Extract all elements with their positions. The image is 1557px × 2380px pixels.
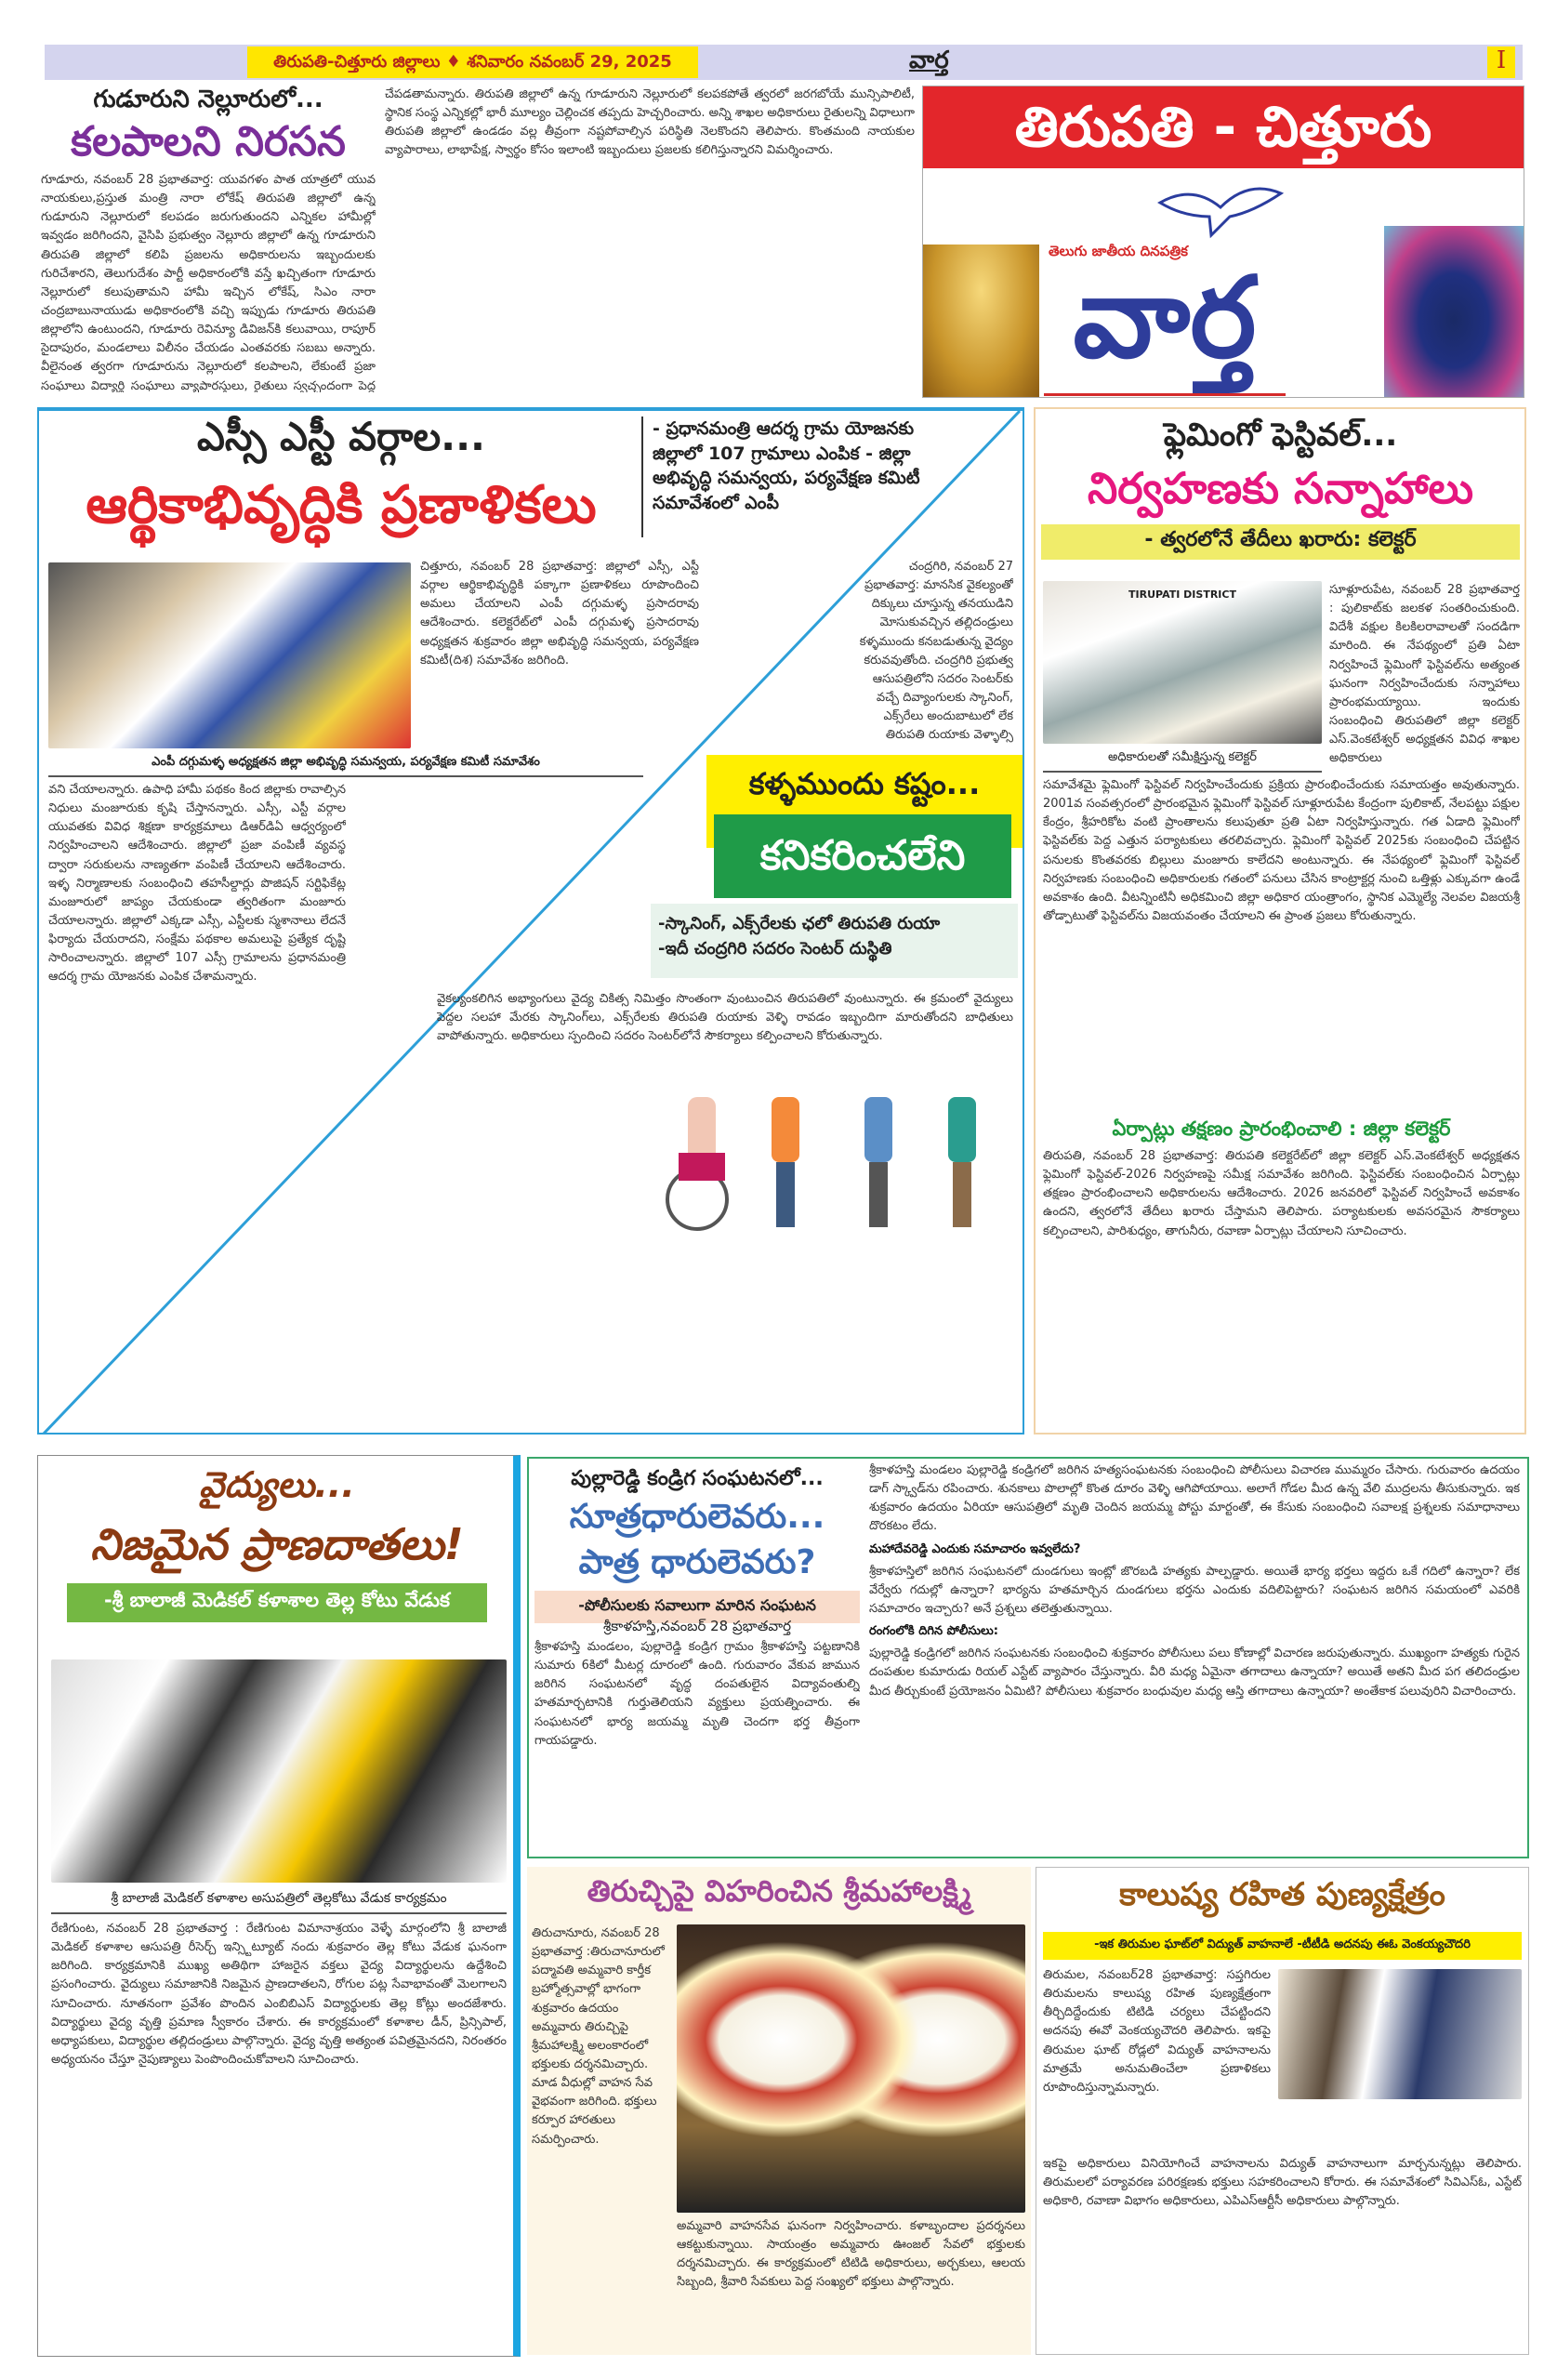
ganesha-deity-image [1384, 226, 1524, 398]
scst-headline: ఆర్థికాభివృద్ధికి ప్రణాళికలు [86, 475, 597, 536]
masthead-tagline: తెలుగు జాతీయ దినపత్రిక [1049, 243, 1188, 259]
pullareddy-body-col1 [534, 1638, 860, 1850]
medical-deck: -శ్రీ బాలాజీ మెడికల్ కళాశాల తెల్ల కోటు వేడుక [67, 1583, 487, 1622]
masthead [922, 86, 1524, 398]
page-number: I [1487, 46, 1515, 78]
masthead-region-title: తిరుపతి - చిత్తూరు [923, 86, 1524, 168]
page-header-band [45, 45, 1523, 80]
chandragiri-headline: కనికరించలేని [714, 814, 1011, 898]
gudur-kicker: గుడూరుని నెల్లూరులో... [93, 86, 323, 113]
pollution-headline: కాలుష్య రహిత పుణ్యక్షేత్రం [1119, 1876, 1445, 1913]
gudur-body-col2 [385, 86, 915, 392]
flamingo-headline-block [1041, 416, 1520, 575]
mahalakshmi-paragraph: తిరుచానూరు, నవంబర్ 28 ప్రభాతవార్త :తిరుచానూరులో పద్మావతి అమ్మవారి కార్తీక బ్రహ్మోత్సవాల్లో భాగంగా శుక్రవారం ఉదయం అమ్మవారు తిరుచ్చిపై శ్రీమహాలక్ష్మి అలంకారంలో భక్తులకు దర్శనమిచ్చారు. మాడ వీధుల్లో వాహన సేవ వైభవంగా జరిగింది. భక్తులు కర్పూర హారతులు సమర్పించారు. [532, 1926, 665, 2147]
flamingo-paragraph: తిరుపతి, నవంబర్ 28 ప్రభాతవార్త: తిరుపతి కలెక్టరేట్‌లో జిల్లా కలెక్టర్ ఎస్.వెంకటేశ్వర్ అధ్యక్షతన ఫ్లెమింగో ఫెస్టివల్-2026 నిర్వహణపై సమీక్ష సమావేశం జరిగింది. ఫెస్టివల్‌కు సంబంధించిన ఏర్పాట్లు తక్షణం ప్రారంభించాలని అధికారులను ఆదేశించారు. 2026 జనవరిలో ఫెస్టివల్ నిర్వహించే అవకాశం ఉందని, త్వరలోనే తేదీలు ఖరారు చేస్తామని తెలిపారు. పర్యాటకులకు అవసరమైన సౌకర్యాలు కల్పించాలని, పారిశుధ్యం, తాగునీరు, రవాణా ఏర్పాట్లు చేయాలని సూచించారు. [1043, 1149, 1520, 1238]
gudur-headline: కలపాలని నిరసన [71, 118, 346, 165]
gudur-paragraph: చేపడతామన్నారు. తిరుపతి జిల్లాలో ఉన్న గూడూరుని నెల్లూరులో కలపకపోతే త్వరలో జరగబోయే మున్సిపాలిటీ, స్థానిక సంస్థ ఎన్నికల్లో భారీ మూల్యం చెల్లించక తప్పదు హెచ్చరించారు. అన్ని శాఖల అధికారులు రైతులన్ని విధాలుగా తిరుపతి జిల్లాలో ఉండడం వల్ల తీవ్రంగా నష్టపోవాల్సిన పరిస్థితి నెలకొందని తెలిపారు. కొంతమంది నాయకుల వ్యాపారాలు, లాభాపేక్ష, స్వార్థం కోసం ఇలాంటి ఇబ్బందులు ప్రజలకు కలిగిస్తున్నారని విమర్శించారు. [385, 87, 915, 158]
medical-body [51, 1920, 507, 2349]
disha-meeting-photo [48, 562, 411, 748]
gudur-body-col1 [41, 171, 376, 392]
medical-headline: నిజమైన ప్రాణదాతలు! [90, 1519, 464, 1569]
medical-headline-block [45, 1464, 509, 1650]
mahalakshmi-body-col2 [677, 2217, 1025, 2347]
pullareddy-deck: -పోలీసులకు సవాలుగా మారిన సంఘటన [534, 1591, 860, 1623]
pullareddy-headline-block [534, 1467, 860, 1625]
scst-paragraph: చిత్తూరు, నవంబర్ 28 ప్రభాతవార్త: జిల్లాలో ఎస్సీ, ఎస్టీ వర్గాల ఆర్థికాభివృద్ధికి పక్కాగా ప్రణాళికలు రూపొందించి అమలు చేయాలని ఎంపీ దగ్గుమళ్ళ ప్రసాదరావు ఆదేశించారు. కలెక్టరేట్‌లో ఎంపీ దగ్గుమళ్ళ ప్రసాదరావు అధ్యక్షతన శుక్రవారం జిల్లా అభివృద్ధి సమన్వయ, పర్యవేక్షణ కమిటీ(దిశ) సమావేశం జరిగింది. [420, 560, 699, 668]
chandragiri-decks [651, 904, 1018, 978]
flamingo-body-col1 [1329, 581, 1520, 772]
medical-paragraph: రేణిగుంట, నవంబర్ 28 ప్రభాతవార్త : రేణిగుంట విమానాశ్రయం వెళ్ళే మార్గంలోని శ్రీ బాలాజీ మెడికల్ కళాశాల ఆసుపత్రి రీసెర్చ్ ఇన్స్టిట్యూట్ నందు శుక్రవారం తెల్ల కోటు వేడుక ఘనంగా జరిగింది. కార్యక్రమానికి ముఖ్య అతిథిగా హాజరైన వక్తలు వైద్య విద్యార్థులను ఉద్దేశించి ప్రసంగించారు. వైద్యులు సమాజానికి నిజమైన ప్రాణదాతలని, రోగుల పట్ల సేవాభావంతో మెలగాలని సూచించారు. నూతనంగా ప్రవేశం పొందిన ఎంబిబిఎస్ విద్యార్థులకు తెల్ల కోట్లు అందజేశారు. విద్యార్థులు వైద్య వృత్తి ప్రమాణ స్వీకారం చేశారు. ఈ కార్యక్రమంలో కళాశాల డీన్, ప్రిన్సిపాల్, అధ్యాపకులు, విద్యార్థుల తల్లిదండ్రులు పాల్గొన్నారు. వైద్య వృత్తి అత్యంత పవిత్రమైనదని, నిరంతరం అధ్యయనం చేస్తూ నైపుణ్యాలు పెంపొందించుకోవాలని సూచించారు. [51, 1922, 507, 2067]
scst-photo-caption: ఎంపీ దగ్గుమళ్ళ అధ్యక్షతన జిల్లా అభివృద్ధి సమన్వయ, పర్యవేక్షణ కమిటీ సమావేశం [48, 751, 643, 777]
mahalakshmi-headline: తిరుచ్చిపై విహరించిన శ్రీమహాలక్ష్మి [587, 1873, 971, 1909]
mahalakshmi-body-col1 [532, 1924, 671, 2347]
pullareddy-paragraph: శ్రీకాళహస్తి మండలం పుల్లారెడ్డి కండ్రిగలో జరిగిన హత్యసంఘటనకు సంబంధించి పోలీసులు విచారణ ముమ్మరం చేసారు. గురువారం ఉదయం డాగ్ స్క్వాడ్‌ను రపించారు. శునకాలు పొలాల్లో కొంత దూరం వెళ్ళి ఆగిపోయాయి. అలాగే గోడల మీద ఉన్న వేలి ముద్రలను తీసుకున్నారు. ఇక శుక్రవారం ఉదయం ఏరియా ఆసుపత్రిలో మృతి చెందిన జయమ్మ పోస్టు మార్టంతో, ఈ కేసుకు సంబంధించి సవాలక్ష ప్రశ్నలకు సమాధానాలు దొరకటం లేదు. [869, 1463, 1520, 1534]
medical-photo-caption: శ్రీ బాలాజీ మెడికల్ కళాశాల అసుపత్రిలో తెల్లకోటు వేడుక కార్యక్రమం [51, 1887, 507, 1914]
disabled-persons-illustration [641, 1060, 1013, 1236]
chandragiri-body [437, 990, 1013, 1046]
flamingo-kicker: ఫ్లెమింగో ఫెస్టివల్... [1163, 416, 1398, 454]
flamingo-paragraph: సమావేశమై ఫ్లెమింగో ఫెస్టివల్ నిర్వహించేందుకు ప్రక్రియ ప్రారంభించేందుకు సమాయత్తం అవుతున్నారు. 2001వ సంవత్సరంలో ప్రారంభమైన ఫ్లెమింగో ఫెస్టివల్ సూళ్లూరుపేట కేంద్రంగా పులికాట్, నేలపట్టు పక్షుల కేంద్రం, శ్రీహరికోట వంటి ప్రాంతాలను కలుపుతూ ప్రతి ఏటా నిర్వహిస్తున్నారు. గత ఏడాది ఫ్లెమింగో ఫెస్టివల్‌కు పెద్ద ఎత్తున పర్యాటకులు తరలివచ్చారు. ఫ్లెమింగో ఫెస్టివల్ 2025కు సంబంధించి చేపట్టిన పనులకు కొంతవరకు బిల్లులు మంజూరు కాలేదని అంటున్నారు. ఈ నేపథ్యంలో ఫ్లెమింగో ఫెస్టివల్ నిర్వహణకు సంబంధించి అధికారులకు గతంలో పనులు చేసిన కాంట్రాక్టర్ల నుంచి ఒత్తిళ్లు ఎక్కువగా ఉండే అవకాశం ఉంది. వీటన్నింటినీ అధికమించి జిల్లా అధికార యంత్రాంగం, స్థానిక ఎమ్మెల్యే నెలవల విజయశ్రీ తోడ్పాటుతో ఫెస్టివల్‌ను విజయవంతం చేయాలని ఈ ప్రాంత ప్రజలు కోరుతున్నారు. [1043, 778, 1520, 923]
pollution-deck: -ఇక తిరుమల ఘాట్‌లో విద్యుత్ వాహనాలే -టీటీడి అదనపు ఈఓ వెంకయ్యచౌదరి [1043, 1932, 1522, 1960]
masthead-logo: వార్త [1044, 245, 1286, 396]
chandragiri-deck: -స్కానింగ్, ఎక్స్‌రేలకు ఛలో తిరుపతి రుయా [658, 914, 941, 933]
pullareddy-body-col2 [869, 1461, 1520, 1852]
scst-headline-block [48, 414, 634, 553]
flamingo-subhead: ఏర్పాట్లు తక్షణం ప్రారంభించాలి : జిల్లా కలెక్టర్ [1112, 1117, 1451, 1140]
medical-kicker: వైద్యులు... [199, 1464, 355, 1505]
pullareddy-headline: సూత్రధారులెవరు... పాత్ర ధారులెవరు? [569, 1498, 825, 1581]
pullareddy-paragraph: శ్రీకాళహస్తిలో జరిగిన సంఘటనలో దుండగులు ఇంట్లో జొరబడి హత్యకు పాల్పడ్డారు. అయితే భార్య భర్తలు ఇద్దరు ఒకే గదిలో ఉన్నారా? లేక వేర్వేరు గదుల్లో ఉన్నారా? భార్యను హతమార్చిన దుండగులు భర్తను ఎందుకు వదిలిపెట్టారు? సంఘటన జరిగిన సమయంలో ఎవరికి సమాచారం ఇచ్చారు? అనే ప్రశ్నలు తలెత్తుతున్నాయి. [869, 1564, 1520, 1616]
photo-sign-text: TIRUPATI DISTRICT [1128, 588, 1236, 601]
flamingo-headline: నిర్వహణకు సన్నాహాలు [1087, 463, 1474, 513]
chandragiri-deck: -ఇదీ చంద్రగిరి సదరం సెంటర్ దుస్థితి [658, 939, 892, 959]
pollution-paragraph: ఇకపై అధికారులు వినియోగించే వాహనాలను విద్యుత్ వాహనాలుగా మార్చనున్నట్లు తెలిపారు. తిరుమలలో పర్యావరణ పరిరక్షణకు భక్తులు సహకరించాలని కోరారు. ఈ సమావేశంలో సివిఎస్‌ఓ, ఎస్టేట్ అధికారి, రవాణా విభాగం అధికారులు, ఎపిఎస్ఆర్టీసీ అధికారులు పాల్గొన్నారు. [1043, 2157, 1522, 2209]
chandragiri-paragraph: వైకల్యంకలిగిన అభ్యాంగులు వైద్య చికిత్స నిమిత్తం సొంతంగా వుంటుంచిన తిరుపతిలో వుంటున్నారు. ఈ క్రమంలో వైద్యులు పెద్దల సలహా మేరకు స్కానింగ్‌లు, ఎక్స్‌రేలకు తిరుపతి రుయాకు వెళ్ళి రావడం ఇబ్బందిగా మారుతోందని బాధితులు వాపోతున్నారు. అధికారులు స్పందించి సదరం సెంటర్‌లోనే సౌకర్యాలు కల్పించాలని కోరుతున్నారు. [437, 992, 1013, 1044]
pullareddy-dateline: శ్రీకాళహస్తి,నవంబర్ 28 ప్రభాతవార్త [602, 1618, 792, 1634]
tiruchi-procession-photo [677, 1924, 1025, 2213]
scst-deck: - ప్రధానమంత్రి ఆదర్శ గ్రామ యోజనకు జిల్లాలో 107 గ్రామాలు ఎంపిక - జిల్లా అభివృద్ధి సమన్వయ, పర్యవేక్షణ కమిటీ సమావేశంలో ఎంపీ [641, 416, 920, 537]
white-coat-ceremony-photo [51, 1659, 507, 1883]
gudur-paragraph: గూడూరు, నవంబర్ 28 ప్రభాతవార్త: యువగళం పాత యాత్రలో యువ నాయకులు,ప్రస్తుత మంత్రి నారా లోకేష్ తిరుపతి జిల్లాలో ఉన్న గుడూరుని నెల్లూరులో కలపడం జరుగుతుందని ఎన్నికల హామీల్లో ఇవ్వడం జరిగిందని, వైసిపి ప్రభుత్వం నెల్లూరు జిల్లాలో ఉన్న గూడూరుని తిరుపతి జిల్లాలో కలిపి ప్రజలను అధికారులను ఇబ్బందులకు గురిచేశారని, తెలుగుదేశం పార్టీ అధికారంలోకి వస్తే ఖచ్చితంగా గూడూరు నెల్లూరులో కలుపుతామని హామీ ఇచ్చిన లోకేష్, సిఎం నారా చంద్రబాబునాయుడు అధికారంలోకి వచ్చి ఇప్పుడు గూడూరు తిరుపతి జిల్లాలోని ఉంటుందని, గూడూరు రెవిన్యూ డివిజన్‌కి కలువాయి, రాపూర్ సైదాపురం, మండలాలు విలీనం చేయడం ఎంతవరకు సబబు అన్నారు. వీలైనంత త్వరగా గూడూరును నెల్లూరులో కలపాలని, లేకుంటే ప్రజా సంఘాలు విద్యార్థి సంఘాలు వ్యాపారస్తులు, రైతులు స్వచ్ఛందంగా పెద్ద [41, 173, 376, 392]
pollution-body-col2 [1043, 2155, 1522, 2348]
chandragiri-body-top [855, 558, 1013, 744]
pullareddy-subhead: రంగంలోకి దిగిన పోలీసులు: [869, 1624, 998, 1639]
ttd-review-meeting-photo [1278, 1969, 1522, 2099]
pullareddy-kicker: పుల్లారెడ్డి కండ్రిగ సంఘటనలో... [571, 1467, 824, 1490]
pullareddy-paragraph: పుల్లారెడ్డి కండ్రిగలో జరిగిన సంఘటనకు సంబంధించి శుక్రవారం పోలీసులు పలు కోణాల్లో విచారణ జరుపుతున్నారు. ముఖ్యంగా హత్యకు గురైన దంపతుల కుమారుడు రియల్ ఎస్టేట్ వ్యాపారం చేస్తున్నారు. వీరి మధ్య ఏమైనా తగాదాలు ఉన్నాయా? అయితే అతని మీద పగ తలిదండ్రుల మీద తీర్చుకుంటే ప్రయోజనం ఏమిటి? పోలీసులు శుక్రవారం బంధువుల మధ్య ఆస్తి తగాదాలు ఉన్నాయా? అంతేకాక పలువురిని విచారించారు. [869, 1646, 1520, 1699]
collector-meeting-photo [1043, 581, 1322, 744]
flamingo-body-col3 [1043, 1147, 1520, 1426]
scst-body-col1 [420, 558, 699, 753]
scst-paragraph: వని చేయాలన్నారు. ఉపాధి హామీ పథకం కింద జిల్లాకు రావాల్సిన నిధులు మంజూరుకు కృషి చేస్తానన్నారు. ఎస్సీ, ఎస్టీ వర్గాల యువతకు వివిధ శిక్షణా కార్యక్రమాలు డిఆర్‌డిఏ ఆధ్వర్యంలో నిర్వహించాలని ఆదేశించారు. జిల్లాలో ప్రజా వంపిణీ వ్యవస్థ ద్వారా సరుకులను నాణ్యతగా వంపిణీ చేయాలని ఆదేశించారు. ఇళ్ళ నిర్మాణాలకు సంబంధించి తహసీల్దార్లు పొజిషన్ సర్టిఫికేట్ల మంజూరులో జాప్యం చేయకుండా త్వరితంగా మంజూరు చేయాలన్నారు. జిల్లాలో ఎక్కడా ఎస్సీ, ఎస్టీలకు స్మశానాలు లేదనే ఫిర్యాదు చేయరాదని, సంక్షేమ పథకాల అమలుపై ప్రత్యేక దృష్టి సారించాలన్నారు. జిల్లాలో 107 ఎస్సీ గ్రామాలను ప్రధానమంత్రి ఆదర్శ గ్రామ యోజనకు ఎంపిక చేశామన్నారు. [48, 783, 346, 985]
scst-body-col2 [48, 781, 346, 1422]
scst-kicker: ఎస్సీ ఎస్టీ వర్గాల... [197, 414, 485, 459]
pullareddy-paragraph: శ్రీకాళహస్తి మండలం, పుల్లారెడ్డి కండ్రిగ గ్రామం శ్రీకాళహస్తి పట్టణానికి సుమారు 6కిలో మీటర్ల దూరంలో ఉంది. గురువారం వేకువ జామున జరిగిన సంఘటనలో వృద్ధ దంపతులైన విద్యావంతుల్ని హతమార్చటానికి గుర్తుతెలియని వ్యక్తులు ప్రయత్నించారు. ఈ సంఘటనలో భార్య జయమ్మ మృతి చెందగా భర్త తీవ్రంగా గాయపడ్డారు. [534, 1640, 860, 1748]
pollution-paragraph: తిరుమల, నవంబర్28 ప్రభాతవార్త: సప్తగిరుల తిరుమలను కాలుష్య రహిత పుణ్యక్షేత్రంగా తీర్చిదిద్దేందుకు టిటిడి చర్యలు చేపట్టిందని అదనపు ఈవో వెంకయ్యచౌదరి తెలిపారు. ఇకపై తిరుమల ఘాట్ రోడ్లలో విద్యుత్ వాహనాలను మాత్రమే అనుమతించేలా ప్రణాళికలు రూపొందిస్తున్నామన్నారు. [1043, 1968, 1271, 2095]
edition-date-line: తిరుపతి-చిత్తూరు జిల్లాలు ♦ శనివారం నవంబర్ 29, 2025 [247, 46, 698, 78]
gudur-headline-block [41, 86, 376, 167]
flamingo-photo-caption: అధికారులతో సమీక్షిస్తున్న కలెక్టర్ [1043, 747, 1322, 773]
flamingo-paragraph: సూళ్లూరుపేట, నవంబర్ 28 ప్రభాతవార్త : పులికాట్‌కు జలకళ సంతరించుకుంది. విదేశీ వక్షుల కిలకిలరావాలతో సందడిగా మారింది. ఈ నేపథ్యంలో ప్రతి ఏటా నిర్వహించే ఫ్లెమింగో ఫెస్టివల్‌ను అత్యంత ఘనంగా నిర్వహించేందుకు సన్నాహాలు ప్రారంభమయ్యాయి. ఇందుకు సంబంధించి తిరుపతిలో జిల్లా కలెక్టర్ ఎస్.వెంకటేశ్వర్ అధ్యక్షతన వివిధ శాఖల అధికారులు [1329, 583, 1520, 766]
pullareddy-subhead: మహాదేవరెడ్డి ఎందుకు సమాచారం ఇవ్వలేదు? [869, 1541, 1081, 1556]
chandragiri-paragraph: చంద్రగిరి, నవంబర్ 27 ప్రభాతవార్త: మానసిక వైకల్యంతో దిక్కులు చూస్తున్న తనయుడిని మోసుకువచ్చిన తల్లిదండ్రులు కళ్ళముందు కనబడుతున్న వైద్యం కరువవుతోంది. చంద్రగిరి ప్రభుత్వ ఆసుపత్రిలోని సదరం సెంటర్‌కు వచ్చే దివ్యాంగులకు స్కానింగ్, ఎక్స్‌రేలు అందుబాటులో లేక తిరుపతి రుయాకు వెళ్ళాల్సి [859, 560, 1013, 743]
temple-gopuram-image [923, 245, 1039, 398]
mahalakshmi-paragraph: అమ్మవారి వాహనసేవ ఘనంగా నిర్వహించారు. కళాబృందాల ప్రదర్శనలు ఆకట్టుకున్నాయి. సాయంత్రం అమ్మవారు ఊంజల్ సేవలో భక్తులకు దర్శనమిచ్చారు. ఈ కార్యక్రమంలో టిటిడి అధికారులు, అర్చకులు, ఆలయ సిబ్బంది, శ్రీవారి సేవకులు పెద్ద సంఖ్యలో భక్తులు పాల్గొన్నారు. [677, 2219, 1025, 2290]
flamingo-deck: - త్వరలోనే తేదీలు ఖరారు: కలెక్టర్ [1041, 524, 1520, 560]
flamingo-body-col2 [1043, 776, 1520, 1116]
chandragiri-kicker: కళ్ళముందు కష్టం... [748, 766, 981, 801]
pollution-body-col1 [1043, 1966, 1271, 2152]
dove-logo-icon [1155, 175, 1286, 240]
paper-name: వార్త [909, 46, 949, 74]
